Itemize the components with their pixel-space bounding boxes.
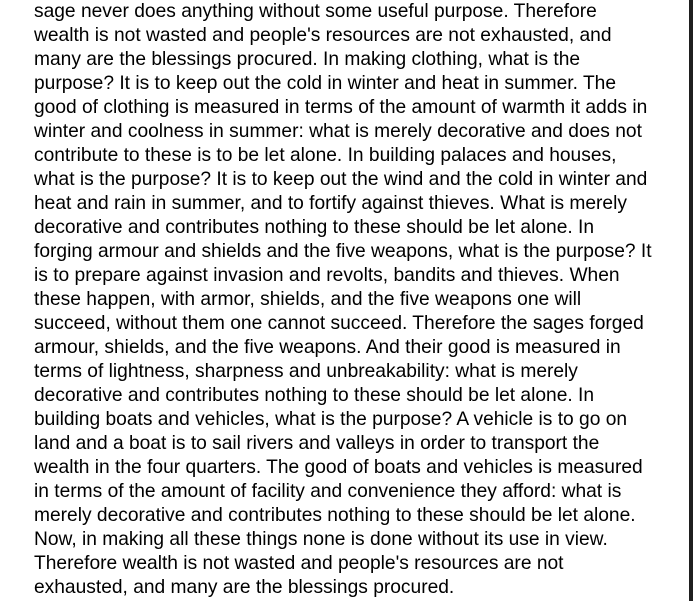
document-text — [34, 0, 686, 600]
text-line: Therefore wealth is not wasted and people's resources are not — [34, 553, 564, 574]
text-line: building boats and vehicles, what is the purpose? A vehicle is to go on — [34, 409, 628, 430]
text-line: wealth in the four quarters. The good of boats and vehicles is measured — [34, 457, 643, 478]
text-line: exhausted, and many are the blessings procured. — [34, 577, 455, 598]
text-line: many are the blessings procured. In making clothing, what is the — [34, 49, 581, 70]
text-line: forging armour and shields and the five weapons, what is the purpose? It — [34, 241, 652, 262]
text-line: decorative and contributes nothing to these should be let alone. In — [34, 217, 595, 238]
text-line: land and a boat is to sail rivers and valleys in order to transport the — [34, 433, 600, 454]
text-line: terms of lightness, sharpness and unbreakability: what is merely — [34, 361, 578, 382]
text-line: merely decorative and contributes nothing to these should be let alone. — [34, 505, 636, 526]
text-line: is to prepare against invasion and revolts, bandits and thieves. When — [34, 265, 620, 286]
text-line: winter and coolness in summer: what is merely decorative and does not — [34, 121, 642, 142]
text-line: decorative and contributes nothing to these should be let alone. In — [34, 385, 595, 406]
window-edge-divider — [689, 0, 693, 601]
text-line: good of clothing is measured in terms of the amount of warmth it adds in — [34, 97, 648, 118]
text-line: armour, shields, and the five weapons. And their good is measured in — [34, 337, 621, 358]
text-line: succeed, without them one cannot succeed. Therefore the sages forged — [34, 313, 644, 334]
text-line: Now, in making all these things none is done without its use in view. — [34, 529, 608, 550]
text-line: wealth is not wasted and people's resources are not exhausted, and — [34, 25, 612, 46]
text-line: sage never does anything without some useful purpose. Therefore — [34, 1, 597, 22]
text-line: contribute to these is to be let alone. In building palaces and houses, — [34, 145, 617, 166]
text-line: what is the purpose? It is to keep out the wind and the cold in winter and — [34, 169, 648, 190]
text-line: in terms of the amount of facility and convenience they afford: what is — [34, 481, 622, 502]
text-line: purpose? It is to keep out the cold in winter and heat in summer. The — [34, 73, 617, 94]
text-line: heat and rain in summer, and to fortify against thieves. What is merely — [34, 193, 627, 214]
text-line: these happen, with armor, shields, and the five weapons one will — [34, 289, 582, 310]
